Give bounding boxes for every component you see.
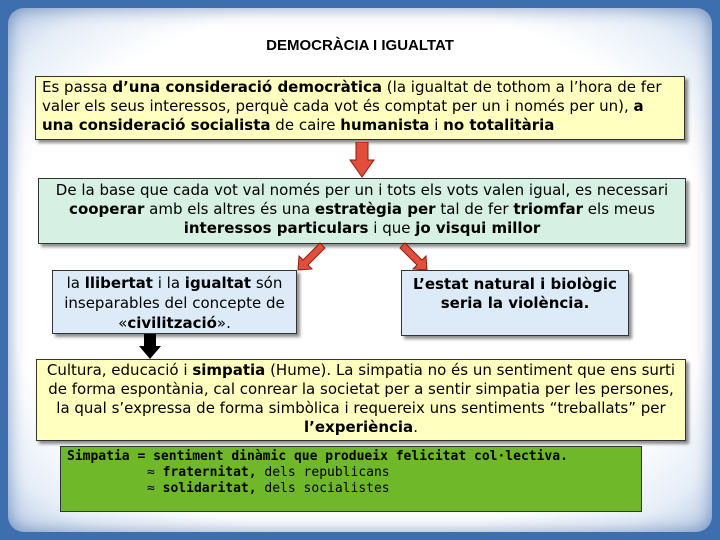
text: i que: [368, 219, 416, 237]
fraternity-line: [67, 465, 635, 481]
text: amb els altres és una: [144, 200, 315, 218]
red-down-arrow-icon: [349, 142, 375, 178]
bold-text: estratègia per: [314, 200, 436, 218]
text: són inseparables del concepte de «: [64, 274, 285, 332]
text: els meus: [583, 200, 655, 218]
approx-symbol: ≈: [147, 465, 155, 480]
text: ».: [216, 314, 231, 332]
text: i la: [152, 274, 185, 292]
bold-text: l’experiència: [304, 418, 414, 436]
text: .: [413, 418, 418, 436]
red-diagonal-left-arrow-icon: [296, 242, 326, 272]
bold-text: no totalitària: [443, 116, 555, 134]
sympathy-box: [36, 359, 686, 441]
text: (la igualtat de tothom a l’hora de fer valer els seus interessos, perquè cada vot és comptat per un i només per un),: [42, 78, 662, 115]
black-down-arrow-icon: [138, 334, 162, 360]
text: Es passa: [42, 78, 113, 96]
bold-text: civilització: [127, 314, 217, 332]
freedom-equality-box: [52, 270, 297, 334]
text: De la base que cada vot val només per un i tots els vots valen igual, es necessari: [55, 181, 669, 199]
text: i: [429, 116, 444, 134]
text: Cultura, educació i: [46, 361, 193, 379]
bold-text: triomfar: [513, 200, 584, 218]
definition-line: Simpatia = sentiment dinàmic que produeix felicitat col·lectiva.: [67, 449, 568, 464]
text: (Hume). La simpatia no és un sentiment que ens surti de forma espontània, cal conrear la societat per a sentir simpatia per les persones, la qual s’expressa de forma simbòlica i requereix uns sentiments “treballats” per: [48, 361, 676, 417]
bold-text: simpatia: [192, 361, 266, 379]
bold-text: fraternitat,: [162, 465, 257, 480]
red-diagonal-right-arrow-icon: [399, 242, 429, 272]
bold-text: igualtat: [184, 274, 252, 292]
text: tal de fer: [435, 200, 514, 218]
text: de caire: [270, 116, 341, 134]
solidarity-line: [67, 481, 635, 497]
bold-text: humanista: [340, 116, 430, 134]
text: dels socialistes: [256, 481, 390, 496]
page-title: DEMOCRÀCIA I IGUALTAT: [266, 37, 454, 54]
cooperation-box: [38, 178, 686, 244]
sympathy-definition-box: [60, 446, 642, 512]
approx-symbol: ≈: [147, 481, 155, 496]
bold-text: L’estat natural i biològic seria la violència.: [413, 275, 617, 312]
text: dels republicans: [256, 465, 390, 480]
natural-state-box: [401, 270, 629, 336]
text: la: [66, 274, 85, 292]
bold-text: llibertat: [84, 274, 153, 292]
bold-text: d’una consideració democràtica: [112, 78, 383, 96]
democratic-to-socialist-box: [35, 76, 685, 140]
bold-text: a una consideració socialista: [42, 97, 644, 134]
bold-text: jo visqui millor: [415, 219, 541, 237]
bold-text: solidaritat,: [162, 481, 257, 496]
bold-text: cooperar: [69, 200, 145, 218]
bold-text: interessos particulars: [183, 219, 369, 237]
